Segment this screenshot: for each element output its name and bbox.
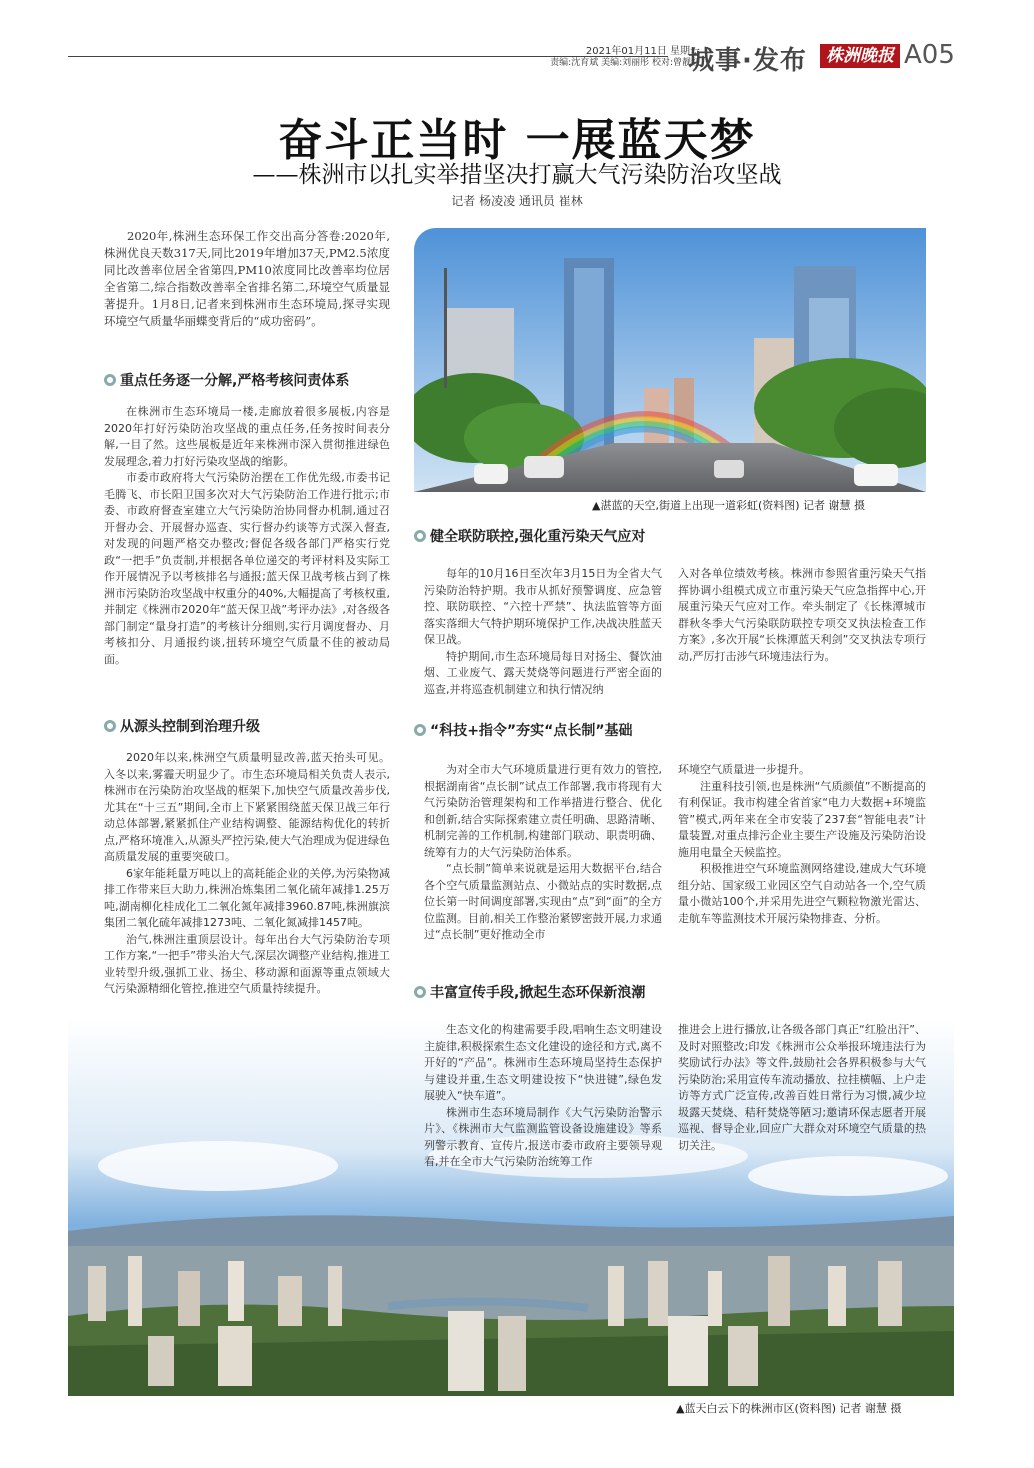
section-bullet-icon — [104, 720, 116, 732]
paragraph: 积极推进空气环境监测网络建设,建成大气环境组分站、国家级工业园区空气自动站各一个,空气质量小微站100个,并采用先进空气颗粒物激光雷达、走航车等监测技术开展污染物排查、分析。 — [678, 862, 926, 925]
section-2-body — [104, 750, 390, 998]
section-5-body-right — [678, 1022, 926, 1154]
section-3-body-right — [678, 566, 926, 665]
paragraph: 株洲市生态环境局制作《大气污染防治警示片》、《株洲市大气监测监管设备设施建设》等系列警示教育、宣传片,报送市委市政府主要领导观看,并在全市大气污染防治统筹工作 — [424, 1105, 662, 1168]
paragraph: 特护期间,市生态环境局每日对扬尘、餐饮油烟、工业废气、露天焚烧等问题进行严密全面的巡查,并将巡查机制建立和执行情况纳 — [424, 649, 662, 696]
paragraph: 推进会上进行播放,让各级各部门真正“红脸出汗”、及时对照整改;印发《株洲市公众举报环境违法行为奖励试行办法》等文件,鼓励社会各界积极参与大气污染防治;采用宣传车流动播放、拉挂横幅、上户走访等方式广泛宣传,改善百姓日常行为习惯,减少垃圾露天焚烧、秸秆焚烧等陋习;邀请环保志愿者开展巡视、督导企业,回应广大群众对环境空气质量的热切关注。 — [678, 1023, 926, 1152]
paragraph: 注重科技引领,也是株洲“气质颜值”不断提高的有利保证。我市构建全省首家“电力大数据+环境监管”模式,两年来在全市安装了237套“智能电表”计量装置,对重点排污企业主要生产设施及污染防治设施用电量全天候监控。 — [678, 779, 926, 859]
section-heading-2 — [104, 716, 404, 736]
subheadline: ——株洲市以扎实举措坚决打赢大气污染防治攻坚战 — [252, 162, 782, 188]
masthead-editors: 责编:沈育斌 美编:刘丽彤 校对:曾靓红 — [550, 58, 700, 68]
photo-top-caption: ▲湛蓝的天空,街道上出现一道彩虹(资料图) 记者 谢慧 摄 — [592, 499, 866, 512]
section-bullet-icon — [414, 530, 426, 542]
paragraph: 每年的10月16日至次年3月15日为全省大气污染防治特护期。我市从抓好预警调度、应急管控、联防联控、“六控十严禁”、执法监管等方面落实落细大气特护期环境保护工作,决战决胜蓝天保卫战。 — [424, 567, 662, 646]
paragraph: 入对各单位绩效考核。株洲市参照省重污染天气指挥协调小组模式成立市重污染天气应急指挥中心,开展重污染天气应对工作。牵头制定了《长株潭城市群秋冬季大气污染联防联控专项交叉执法检查工作方案》,多次开展“长株潭蓝天利剑”交叉执法专项行动,严厉打击涉气环境违法行为。 — [678, 567, 926, 663]
paragraph: 生态文化的构建需要手段,唱响生态文明建设主旋律,积极探索生态文化建设的途径和方式,离不开好的“产品”。株洲市生态环境局坚持生态保护与建设并重,生态文明建设按下“快进键”,绿色发展驶入“快车道”。 — [424, 1023, 662, 1102]
headline: 奋斗正当时 一展蓝天梦 — [278, 115, 756, 166]
section-heading-text: “科技+指令”夯实“点长制”基础 — [430, 723, 633, 739]
lead-paragraph — [104, 228, 390, 330]
section-bullet-icon — [414, 724, 426, 736]
byline: 记者 杨凌凌 通讯员 崔林 — [451, 194, 583, 208]
section-heading-3 — [414, 526, 914, 546]
paragraph: “点长制”简单来说就是运用大数据平台,结合各个空气质量监测站点、小微站点的实时数据,点位长第一时间调度部署,实现由“点”到“面”的全方位监测。目前,相关工作整治紧锣密鼓开展,力求通过“点长制”更好推动全市 — [424, 862, 662, 941]
photo-rainbow-street — [414, 228, 926, 492]
section-bullet-icon — [414, 986, 426, 998]
section-heading-text: 从源头控制到治理升级 — [120, 719, 260, 735]
section-bullet-icon — [104, 374, 116, 386]
paragraph: 市委市政府将大气污染防治摆在工作优先级,市委书记毛腾飞、市长阳卫国多次对大气污染防治工作进行批示;市委、市政府督查室建立大气污染防治协同督办机制,通过召开督办会、开展督办巡查、实行督办约谈等方式深入督查,对发现的问题严格交办整改;督促各级各部门严格实行党政“一把手”负责制,并根据各单位递交的考评材料及实际工作开展情况予以考核排名与通报;蓝天保卫战考核占到了株洲市污染防治攻坚战中权重分的40%,大幅提高了考核权重,并制定《株洲市2020年“蓝天保卫战”考评办法》,对各级各部门制定“量身打造”的考核计分细则,实行月调度督办、月考核扣分、月通报约谈,扭转环境空气质量不佳的被动局面。 — [104, 471, 390, 666]
section-4-body-right — [678, 762, 926, 927]
paragraph: 6家年能耗量万吨以上的高耗能企业的关停,为污染物减排工作带来巨大助力,株洲冶炼集团二氧化硫年减排1.25万吨,湖南柳化桂成化工二氧化氮年减排3960.87吨,株洲旗滨集团二氧化硫年减排1273吨、二氧化氮减排1457吨。 — [104, 866, 390, 929]
section-name: 城事·发布 — [688, 46, 807, 76]
paragraph: 在株洲市生态环境局一楼,走廊放着很多展板,内容是2020年打好污染防治攻坚战的重点任务,任务按时间表分解,一目了然。这些展板是近年来株洲市深入贯彻推进绿色发展理念,着力打好污染攻坚战的缩影。 — [104, 405, 390, 468]
masthead-date: 2021年01月11日 星期一 — [585, 46, 700, 57]
paragraph: 治气,株洲注重顶层设计。每年出台大气污染防治专项工作方案,“一把手”带头治大气,深层次调整产业结构,推进工业转型升级,强抓工业、扬尘、移动源和面源等重点领域大气污染源精细化管控,推进空气质量持续提升。 — [104, 932, 390, 995]
section-heading-5 — [414, 982, 914, 1002]
section-1-body — [104, 404, 390, 668]
page-number: A05 — [904, 40, 955, 70]
photo-bottom-caption: ▲蓝天白云下的株洲市区(资料图) 记者 谢慧 摄 — [676, 1402, 902, 1415]
section-heading-text: 重点任务逐一分解,严格考核问责体系 — [120, 373, 350, 389]
paragraph: 环境空气质量进一步提升。 — [678, 763, 810, 776]
paper-logo: 株洲晚报 — [820, 44, 900, 68]
section-3-body-left — [424, 566, 662, 698]
section-5-body-left — [424, 1022, 662, 1171]
section-4-body-left — [424, 762, 662, 944]
street-rainbow-illustration — [414, 228, 926, 492]
section-heading-text: 丰富宣传手段,掀起生态环保新浪潮 — [430, 985, 646, 1001]
paragraph: 为对全市大气环境质量进行更有效力的管控,根据湖南省“点长制”试点工作部署,我市将现有大气污染防治管理架构和工作举措进行整合、优化和创新,结合实际探索建立责任明确、思路清晰、机制完善的工作机制,构建部门联动、职责明确、统筹有力的大气污染防治体系。 — [424, 763, 662, 859]
section-heading-4 — [414, 720, 914, 740]
section-heading-1 — [104, 370, 404, 390]
lead-text: 2020年,株洲生态环保工作交出高分答卷:2020年,株洲优良天数317天,同比2019年增加37天,PM2.5浓度同比改善率位居全省第四,PM10浓度同比改善率均位居全省第二,综合指数改善率全省排名第二,环境空气质量显著提升。1月8日,记者来到株洲市生态环境局,探寻实现环境空气质量华丽蝶变背后的“成功密码”。 — [104, 229, 390, 328]
section-heading-text: 健全联防联控,强化重污染天气应对 — [430, 529, 646, 545]
paragraph: 2020年以来,株洲空气质量明显改善,蓝天抬头可见。入冬以来,雾霾天明显少了。市生态环境局相关负责人表示,株洲市在污染防治攻坚战的框架下,加快空气质量改善步伐,尤其在“十三五”期间,全市上下紧紧围绕蓝天保卫战三年行动总体部署,紧紧抓住产业结构调整、能源结构优化的转折点,严格环境准入,从源头严控污染,使大气治理成为促进绿色高质量发展的重要突破口。 — [104, 751, 390, 863]
